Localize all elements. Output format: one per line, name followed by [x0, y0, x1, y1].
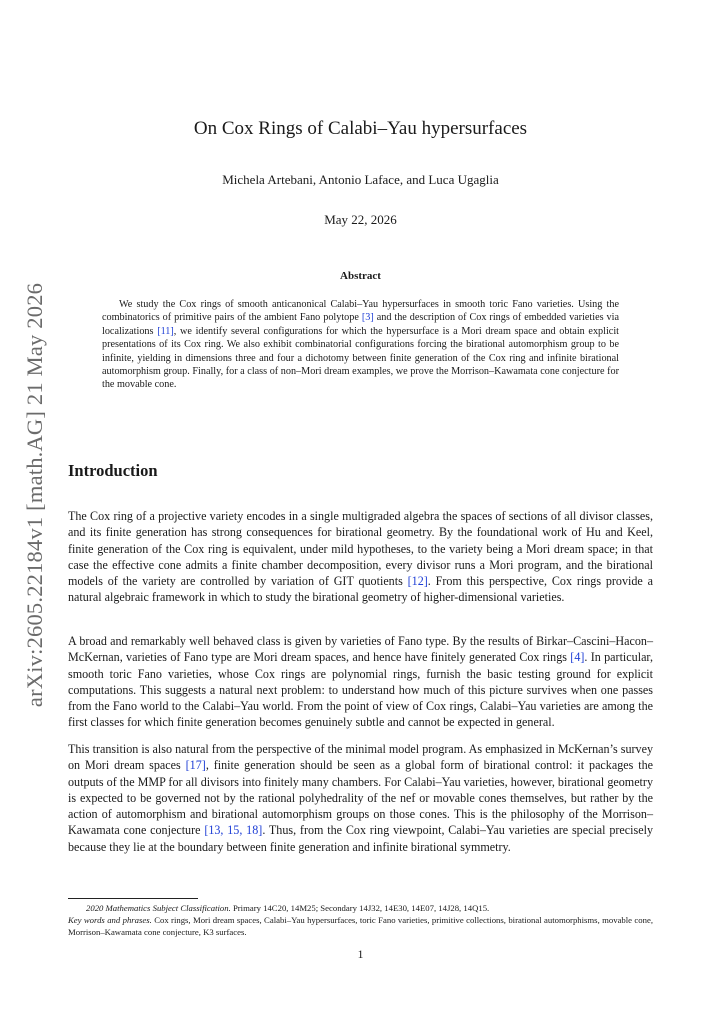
paragraph-text: . In particular, smooth toric Fano varieties, whose Cox rings are polynomial rings, furnish the basic testing ground for explicit computations. This suggests a natural next problem: to understand how much of this picture survives when one passes from the Fano world to the Calabi–Yau world. From the point of view of Cox rings, Calabi–Yau varieties are among the first classes for which finite generation becomes genuinely subtle and cannot be expected in general. — [68, 650, 653, 730]
paper-date: May 22, 2026 — [324, 212, 397, 227]
paragraph-text: . From this perspective, Cox rings provide a natural algebraic framework in which to study the birational geometry of higher-dimensional varieties. — [68, 574, 653, 605]
author-list: Michela Artebani, Antonio Laface, and Luca Ugaglia — [222, 172, 499, 187]
citation-link[interactable]: [4] — [570, 650, 585, 665]
page-number: 1 — [357, 947, 364, 961]
keywords-label: Key words and phrases. — [68, 915, 152, 926]
citation-link[interactable]: [3] — [361, 312, 374, 324]
footnote-rule — [68, 898, 198, 899]
arxiv-stamp-text: arXiv:2605.22184v1 [math.AG] 21 May 2026 — [22, 282, 47, 708]
abstract-text: and the description of Cox rings of embedded varieties via localizations — [102, 312, 619, 337]
keywords-text: Cox rings, Mori dream spaces, Calabi–Yau hypersurfaces, toric Fano varieties, primitive collections, birational automorphisms, movable cone, Morrison–Kawamata cone conjecture, K3 surfaces. — [68, 915, 653, 938]
intro-paragraph-2 — [68, 633, 653, 731]
paragraph-text: , finite generation should be seen as a global form of birational control: it packages the outputs of the MMP for all divisors into finitely many chambers. For Calabi–Yau varieties, however, birational geometry is expected to be governed not by the rational polyhedrality of the nef or movable cones themselves, but rather by the action of automorphism and birational automorphism groups on those cones. This is the philosophy of the Morrison–Kawamata cone conjecture — [68, 758, 654, 838]
paragraph-text: This transition is also natural from the perspective of the minimal model program. As emphasized in McKernan’s survey on Mori dream spaces — [68, 742, 653, 773]
abstract-body — [102, 298, 619, 392]
paragraph-text: . Thus, from the Cox ring viewpoint, Calabi–Yau varieties are special precisely because they lie at the boundary between finite generation and infinite birational symmetry. — [68, 823, 653, 854]
citation-link[interactable]: [12] — [407, 574, 428, 589]
section-heading-introduction: Introduction — [68, 461, 158, 480]
footnote — [68, 902, 653, 939]
paper-title: On Cox Rings of Calabi–Yau hypersurfaces — [193, 118, 528, 139]
msc-label: 2020 Mathematics Subject Classification. — [86, 903, 231, 913]
citation-link[interactable]: [11] — [157, 325, 174, 337]
abstract-heading: Abstract — [340, 270, 381, 282]
intro-paragraph-3 — [68, 741, 653, 855]
intro-paragraph-1 — [68, 508, 653, 606]
paragraph-text: The Cox ring of a projective variety encodes in a single multigraded algebra the spaces of sections of all divisor classes, and its finite generation has strong consequences for birational geometry. By the foundational work of Hu and Keel, finite generation of the Cox ring is equivalent, under mild hypotheses, to the variety being a Mori dream space; in that case the effective cone admits a finite chamber decomposition, every divisor runs a Mori program, and the birational models of the variety are controlled by variation of GIT quotients — [68, 509, 653, 589]
citation-link[interactable]: [17] — [185, 758, 206, 773]
abstract-text: We study the Cox rings of smooth anticanonical Calabi–Yau hypersurfaces in smooth toric Fano varieties. Using the combinatorics of primitive pairs of the ambient Fano polytope — [102, 299, 619, 324]
abstract-text: , we identify several configurations for which the hypersurface is a Mori dream space and obtain explicit presentations of its Cox ring. We also exhibit combinatorial configurations forcing the birational automorphism group to be infinite, yielding in dimensions three and four a dichotomy between finite generation of the Cox ring and infinite birational automorphism group. Finally, for a class of non–Mori dream examples, we prove the Morrison–Kawamata cone conjecture for the movable cone. — [102, 325, 619, 391]
arxiv-identifier-stamp — [22, 280, 48, 710]
paragraph-text: A broad and remarkably well behaved class is given by varieties of Fano type. By the results of Birkar–Cascini–Hacon–McKernan, varieties of Fano type are Mori dream spaces, and hence have finitely generated Cox rings — [68, 634, 653, 665]
msc-codes: Primary 14C20, 14M25; Secondary 14J32, 14E30, 14E07, 14J28, 14Q15. — [230, 903, 490, 913]
citation-link[interactable]: [13, 15, 18] — [204, 823, 263, 838]
